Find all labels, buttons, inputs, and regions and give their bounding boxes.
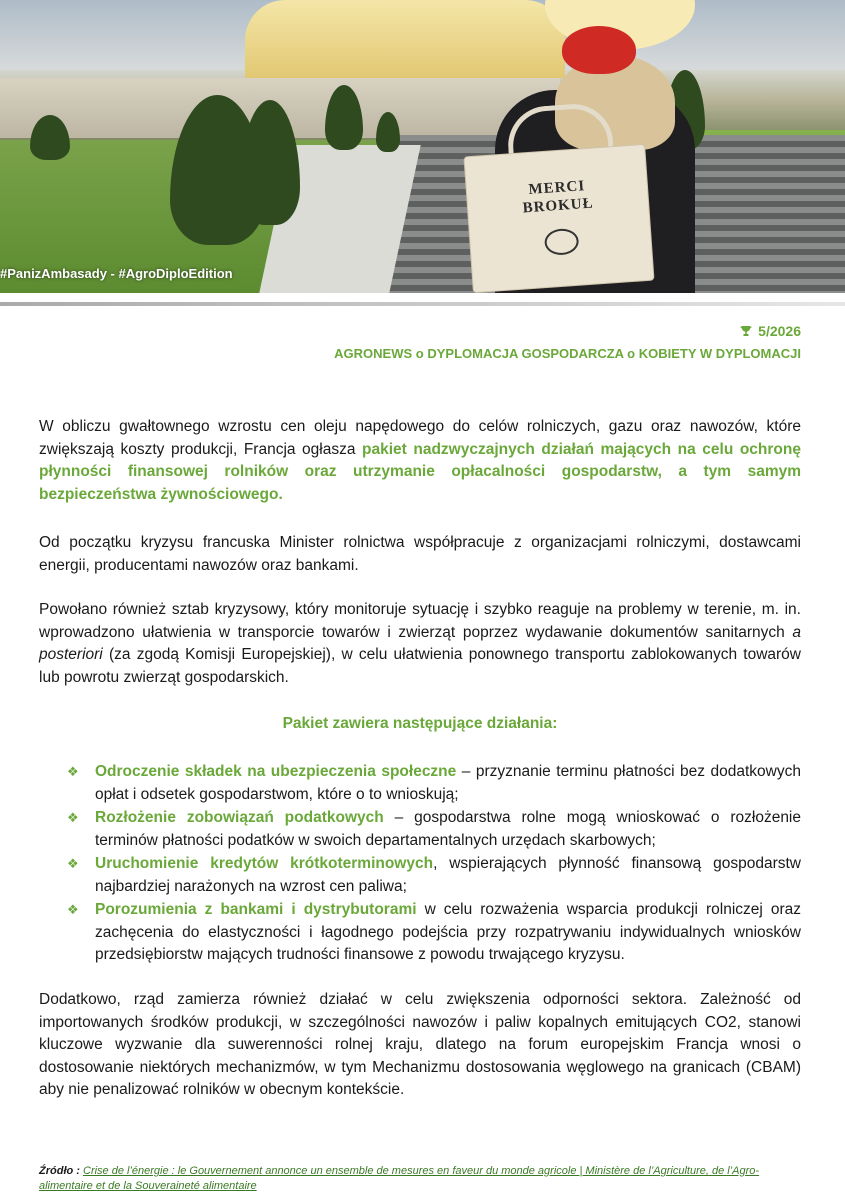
diamond-bullet-icon: ❖ [67,902,79,917]
trophy-icon [740,325,752,337]
tote-bag [463,144,654,293]
list-heading: Pakiet zawiera następujące działania: [282,715,558,732]
list-item [39,853,801,898]
source-footer [39,1164,809,1194]
header-divider [0,302,845,306]
hero-caption: #PanizAmbasady - #AgroDiploEdition [0,266,233,281]
issue-label: 5/2026 [758,323,801,339]
paragraph-crisis-staff [39,599,801,689]
paragraph-intro-text: W obliczu gwałtownego wzrostu cen oleju napędowego do celów rolniczych, gazu oraz nawozów, które zwiększają koszty produkcji, Francja ogłasza [39,418,801,458]
list-item-text: , wspierających płynność finansową gospodarstw najbardziej narażonych na wzrost cen paliwa; [95,855,801,895]
measures-list [39,761,801,968]
list-item-text: – gospodarstwa rolne mogą wnioskować o rozłożenie terminów płatności podatków w swoich departamentalnych urzędach skarbowych; [95,809,801,849]
list-item [39,761,801,806]
list-item-highlight: Uruchomienie kredytów krótkoterminowych [95,855,434,872]
list-item-text: w celu rozważenia wsparcia produkcji rolniczej oraz zachęcenia do elastyczności i łagodnego podejścia przy rozpatrywaniu indywidualnych wniosków przedsiębiorstw mających trudności finansowe z powodu trwającego kryzysu. [95,901,802,963]
bag-text-line2: BROKUŁ [522,195,595,217]
bag-logo-icon [544,228,580,256]
list-item [39,807,801,852]
list-item-highlight: Odroczenie składek na ubezpieczenia społeczne [95,763,457,780]
paragraph-resilience: Dodatkowo, rząd zamierza również działać w celu zwiększenia odporności sektora. Zależność od importowanych środków produkcji, w szczególności nawozów i paliw kopalnych emitujących CO2, stanowi kluczowe wyzwanie dla suwerenności rolnej kraju, dlatego na forum europejskim Francja wnosi o dostosowanie niektórych mechanizmów, w tym Mechanizmu dostosowania węglowego na granicach (CBAM) aby nie penalizować rolników w obecnym kontekście. [39,991,801,1098]
diamond-bullet-icon: ❖ [67,856,79,871]
paragraph-crisis-text-1: Powołano również sztab kryzysowy, który monitoruje sytuację i szybko reaguje na problemy w terenie, m. in. wprowadzono ułatwienia w transporcie towarów i zwierząt poprzez wydawanie dokumentów sanitarnych [39,601,801,641]
hero-photo [0,0,845,293]
list-item [39,899,801,967]
bag-text-line1: MERCI [528,178,586,199]
paragraph-intro [39,416,801,506]
paragraph-minister: Od początku kryzysu francuska Minister rolnictwa współpracuje z organizacjami rolniczymi, dostawcami energii, producentami nawozów oraz bankami. [39,534,801,574]
diamond-bullet-icon: ❖ [67,764,79,779]
hero-basilica [245,0,565,78]
list-item-text: – przyznanie terminu płatności bez dodatkowych opłat i odsetek gospodarstwom, które o to wnioskują; [95,763,801,803]
source-link[interactable]: Crise de l’énergie : le Gouvernement annonce un ensemble de mesures en faveur du monde agricole | Ministère de l’Agriculture, de l’Agro-alimentaire et de la Souveraineté alimentaire [39,1165,760,1192]
list-item-highlight: Porozumienia z bankami i dystrybutorami [95,901,417,918]
topics-line: AGRONEWS o DYPLOMACJA GOSPODARCZA o KOBIETY W DYPLOMACJI [334,346,801,361]
issue-number [740,323,801,339]
paragraph-crisis-text-2: (za zgodą Komisji Europejskiej), w celu ułatwienia ponownego transportu zablokowanych towarów lub powrotu zwierząt gospodarskich. [39,646,801,686]
paragraph-intro-highlight: pakiet nadzwyczajnych działań mających na celu ochronę płynności finansowej rolników oraz utrzymanie opłacalności gospodarstw, a tym samym bezpieczeństwa żywnościowego. [39,440,801,503]
source-label: Źródło : [39,1165,80,1177]
diamond-bullet-icon: ❖ [67,810,79,825]
list-item-highlight: Rozłożenie zobowiązań podatkowych [95,809,384,826]
hero-beret [562,26,636,74]
paragraph-crisis-italic: a posteriori [39,623,801,663]
